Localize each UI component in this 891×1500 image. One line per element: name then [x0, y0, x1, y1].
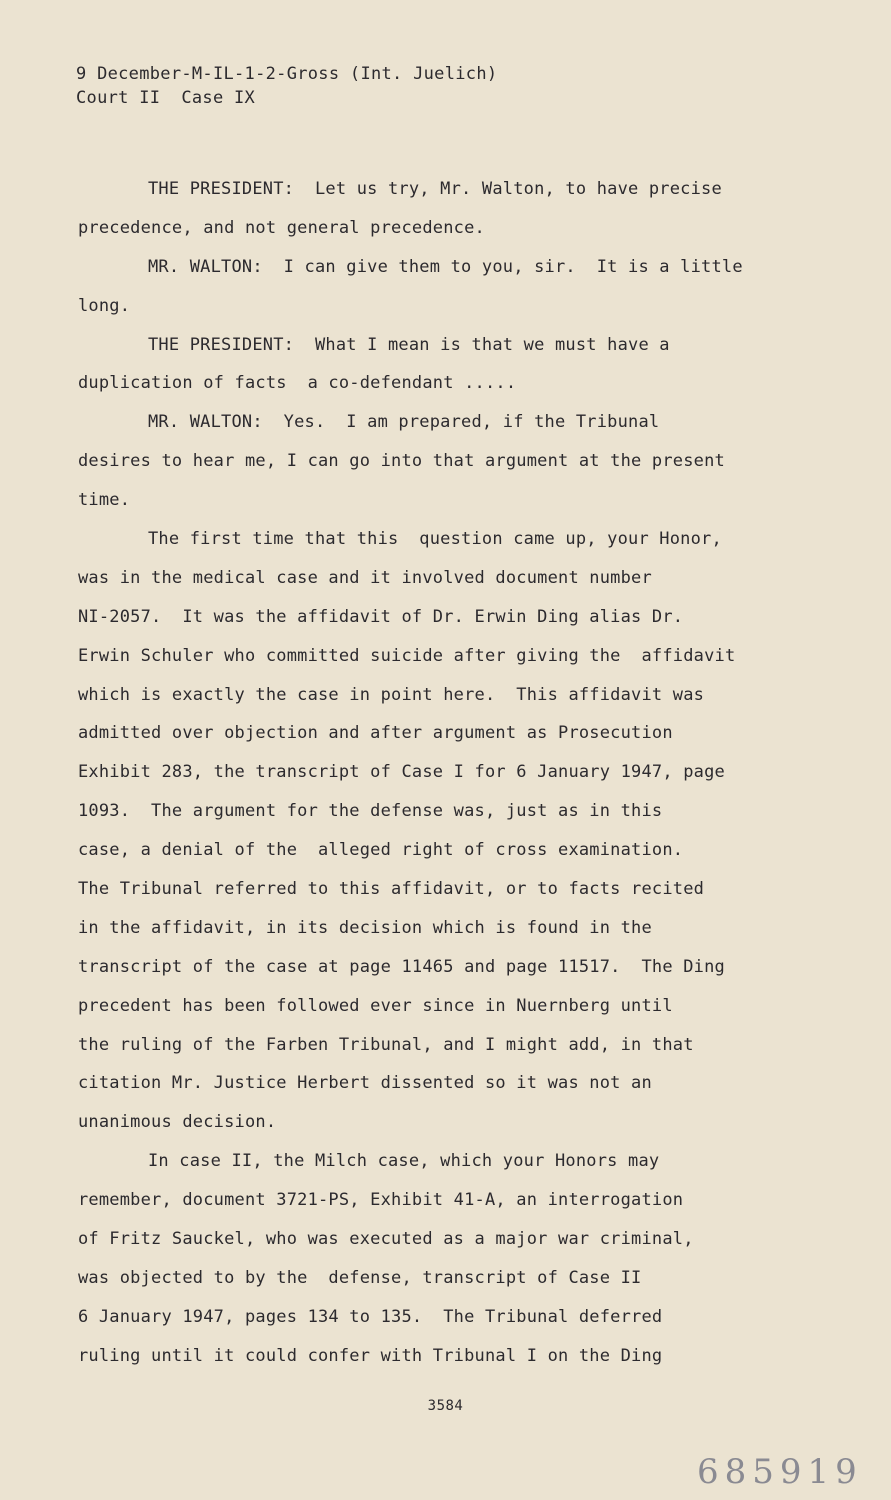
- document-header: [76, 62, 497, 110]
- transcript-line: THE PRESIDENT: What I mean is that we must have a: [148, 334, 670, 355]
- transcript-line: unanimous decision.: [78, 1112, 277, 1133]
- transcript-line: remember, document 3721-PS, Exhibit 41-A, an interrogation: [78, 1190, 684, 1211]
- transcript-line: The first time that this question came up, your Honor,: [148, 529, 722, 550]
- transcript-line: MR. WALTON: I can give them to you, sir. It is a little: [148, 256, 743, 277]
- transcript-line: time.: [78, 490, 131, 511]
- transcript-line: long.: [78, 295, 131, 316]
- transcript-line: precedent has been followed ever since in Nuernberg until: [78, 995, 673, 1016]
- transcript-line: was in the medical case and it involved document number: [78, 567, 652, 588]
- transcript-line: desires to hear me, I can go into that argument at the present: [78, 451, 725, 472]
- transcript-line: MR. WALTON: Yes. I am prepared, if the Tribunal: [148, 412, 660, 433]
- header-date-line: 9 December-M-IL-1-2-Gross (Int. Juelich): [76, 64, 498, 84]
- transcript-line: admitted over objection and after argument as Prosecution: [78, 723, 673, 744]
- header-court-line: Court II Case IX: [76, 88, 256, 108]
- transcript-line: which is exactly the case in point here. This affidavit was: [78, 684, 705, 705]
- transcript-line: in the affidavit, in its decision which is found in the: [78, 917, 652, 938]
- transcript-line: Exhibit 283, the transcript of Case I for 6 January 1947, page: [78, 762, 725, 783]
- transcript-line: was objected to by the defense, transcript of Case II: [78, 1267, 642, 1288]
- transcript-line: Erwin Schuler who committed suicide after giving the affidavit: [78, 645, 736, 666]
- transcript-line: case, a denial of the alleged right of cross examination.: [78, 840, 684, 861]
- transcript-body: [78, 170, 838, 1376]
- transcript-line: of Fritz Sauckel, who was executed as a major war criminal,: [78, 1229, 694, 1250]
- transcript-line: 1093. The argument for the defense was, just as in this: [78, 801, 663, 822]
- transcript-line: duplication of facts a co-defendant .....: [78, 373, 517, 394]
- page-number: 3584: [427, 1398, 464, 1414]
- transcript-line: citation Mr. Justice Herbert dissented so it was not an: [78, 1073, 652, 1094]
- transcript-line: the ruling of the Farben Tribunal, and I might add, in that: [78, 1034, 694, 1055]
- handwritten-stamp-number: 685919: [697, 1452, 863, 1492]
- transcript-line: ruling until it could confer with Tribunal I on the Ding: [78, 1345, 663, 1366]
- transcript-line: The Tribunal referred to this affidavit, or to facts recited: [78, 879, 705, 900]
- transcript-line: transcript of the case at page 11465 and page 11517. The Ding: [78, 956, 725, 977]
- transcript-line: In case II, the Milch case, which your Honors may: [148, 1151, 660, 1172]
- transcript-line: precedence, and not general precedence.: [78, 217, 485, 238]
- transcript-line: 6 January 1947, pages 134 to 135. The Tribunal deferred: [78, 1306, 663, 1327]
- transcript-line: THE PRESIDENT: Let us try, Mr. Walton, to have precise: [148, 179, 722, 199]
- transcript-line: NI-2057. It was the affidavit of Dr. Erwin Ding alias Dr.: [78, 606, 684, 627]
